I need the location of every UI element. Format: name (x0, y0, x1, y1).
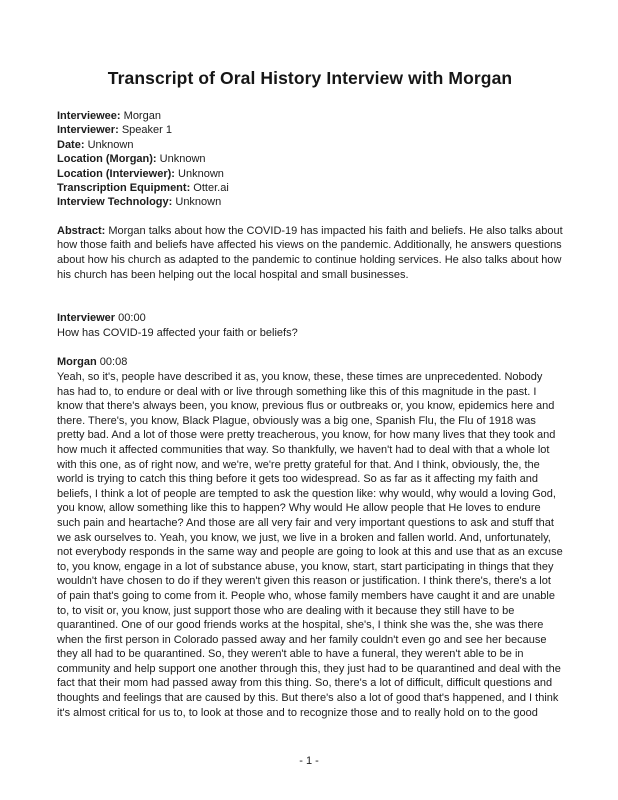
metadata-value: Unknown (159, 153, 206, 166)
speaker-line (57, 311, 563, 326)
timestamp: 00:08 (99, 356, 128, 369)
metadata-value: Unknown (87, 138, 134, 151)
timestamp: 00:00 (118, 312, 146, 325)
metadata-row (57, 167, 563, 181)
page-title: Transcript of Oral History Interview with Morgan (107, 68, 513, 88)
metadata-label: Interviewee: (57, 110, 121, 122)
metadata-value: Speaker 1 (121, 124, 172, 137)
metadata-label: Interviewer: (57, 124, 119, 137)
abstract-paragraph (57, 224, 563, 282)
metadata-label: Transcription Equipment: (57, 182, 191, 195)
utterance-text: Yeah, so it's, people have described it as, you know, these, these times are unprecedented. Nobody has had to, to endure or deal with or live through something like this of this magnitude in the past. I know that there's always been, you know, previous flus or outbreaks or, you know, epidemics here and there. There's, you know, Black Plague, obviously was a big one, Spanish Flu, the Flu of 1918 was pretty bad. And a lot of those were pretty treacherous, you know, for how many lives that they took and how much it affected communities that way. So thankfully, we haven't had to deal with that a whole lot with this one, as of right now, and we're, we're pretty grateful for that. And I think, obviously, the, the world is trying to catch this thing before it gets too widespread. So as far as it affecting my faith and beliefs, I think a lot of people are tempted to ask the question like: why would, why would a loving God, you know, allow something like this to happen? Why would He allow people that He loves to endure such pain and heartache? And those are all very fair and very important questions to ask and stuff that we ask ourselves to. Yeah, you know, we just, we live in a broken and fallen world. And, unfortunately, not everybody responds in the same way and people are going to look at this and use that as an excuse to, you know, engage in a lot of substance abuse, you know, start, start participating in things that they wouldn't have chosen to do if they weren't given this reason or justification. I think there's, there's a lot of pain that's going to come from it. People who, whose family members have caught it and are unable to, to visit or, you know, just support those who are dealing with it because they still have to be quarantined. One of our good friends works at the hospital, she's, I think she was the, she was there when the first person in Colorado passed away and her family couldn't even go and see her because they all had to be quarantined. So, they weren't able to have a funeral, they weren't able to be in community and help support one another through this, they just had to be quarantined and deal with the fact that their mom had passed away from this thing. So, there's a lot of difficult, difficult questions and thoughts and feelings that are caused by this. But there's also a lot of good that's happened, and I think it's almost critical for us to, to look at those and to recognize those and to really hold on to the good (57, 371, 563, 719)
speaker-line (57, 355, 563, 370)
page-number-footer: - 1 - (299, 755, 319, 767)
metadata-value: Unknown (178, 167, 224, 180)
metadata-block (57, 109, 563, 210)
metadata-row (57, 138, 563, 152)
metadata-row (57, 123, 563, 137)
metadata-row (57, 181, 563, 195)
metadata-row (57, 152, 563, 166)
metadata-row (57, 109, 563, 123)
metadata-label: Location (Morgan): (57, 153, 157, 166)
abstract-text: Morgan talks about how the COVID-19 has impacted his faith and beliefs. He also talks about how those faith and beliefs have affected his views on the pandemic. Additionally, he answers questions about how his church as adapted to the pandemic to continue holding services. He also talks about how his church has been helping out the local hospital and small businesses. (57, 224, 563, 281)
transcript-entry (57, 311, 563, 340)
metadata-value: Unknown (175, 196, 222, 209)
metadata-label: Location (Interviewer): (57, 167, 175, 180)
utterance-text: How has COVID-19 affected your faith or beliefs? (57, 326, 298, 339)
metadata-value: Otter.ai (193, 182, 229, 195)
speaker-name: Interviewer (57, 312, 116, 325)
metadata-row (57, 195, 563, 209)
metadata-value: Morgan (123, 110, 161, 122)
metadata-label: Interview Technology: (57, 196, 173, 209)
abstract-label: Abstract: (57, 224, 106, 237)
transcript-entry (57, 355, 563, 720)
metadata-label: Date: (57, 138, 85, 151)
speaker-name: Morgan (57, 356, 97, 369)
transcript-section (57, 311, 563, 720)
